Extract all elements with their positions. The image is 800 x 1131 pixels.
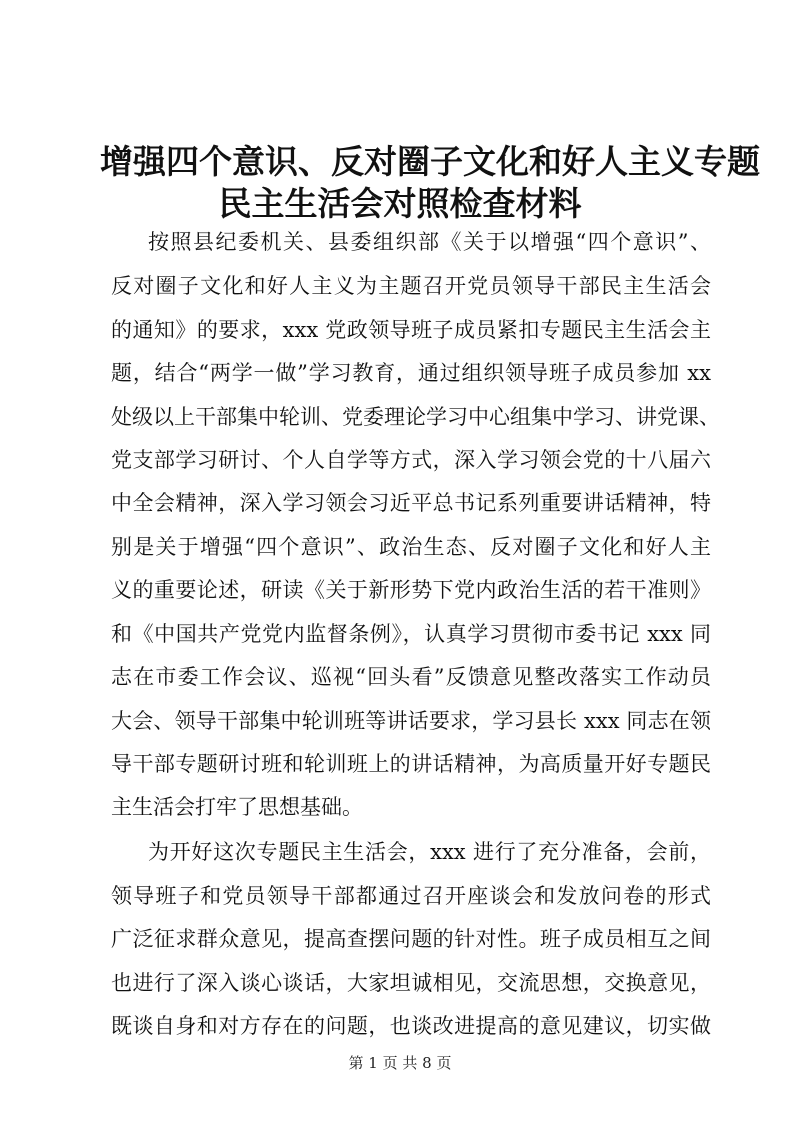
paragraph-2-line: 广泛征求群众意见，提高查摆问题的针对性。班子成员相互之间 <box>111 927 711 951</box>
paragraph-1-line: 反对圈子文化和好人主义为主题召开党员领导干部民主生活会 <box>111 274 711 298</box>
paragraph-1-line: 的通知》的要求，xxx 党政领导班子成员紧扣专题民主生活会主 <box>111 318 711 342</box>
page-number-footer: 第 1 页 共 8 页 <box>348 1054 452 1072</box>
paragraph-1-line: 中全会精神，深入学习领会习近平总书记系列重要讲话精神，特 <box>111 491 711 515</box>
paragraph-2-line: 既谈自身和对方存在的问题，也谈改进提高的意见建议，切实做 <box>111 1014 711 1038</box>
paragraph-1-line: 主生活会打牢了思想基础。 <box>111 795 363 819</box>
document-title-line-1: 增强四个意识、反对圈子文化和好人主义专题 <box>100 142 760 181</box>
paragraph-1-line: 义的重要论述，研读《关于新形势下党内政治生活的若干准则》 <box>111 578 711 602</box>
paragraph-1-line: 处级以上干部集中轮训、党委理论学习中心组集中学习、讲党课、 <box>111 405 720 429</box>
paragraph-1-line: 题，结合“两学一做”学习教育，通过组织领导班子成员参加 xx <box>111 361 711 385</box>
paragraph-2-line: 也进行了深入谈心谈话，大家坦诚相见，交流思想，交换意见， <box>111 971 711 995</box>
paragraph-1-line: 大会、领导干部集中轮训班等讲话要求，学习县长 xxx 同志在领 <box>111 709 711 733</box>
paragraph-1-line: 导干部专题研讨班和轮训班上的讲话精神，为高质量开好专题民 <box>111 752 711 776</box>
document-title-line-2: 民主生活会对照检查材料 <box>218 184 582 223</box>
paragraph-1-line: 和《中国共产党党内监督条例》，认真学习贯彻市委书记 xxx 同 <box>111 622 711 646</box>
paragraph-2-line: 领导班子和党员领导干部都通过召开座谈会和发放问卷的形式 <box>111 884 711 908</box>
paragraph-2-line: 为开好这次专题民主生活会，xxx 进行了充分准备，会前， <box>148 840 711 864</box>
paragraph-1-line: 别是关于增强“四个意识”、政治生态、反对圈子文化和好人主 <box>111 535 711 559</box>
paragraph-1-line: 党支部学习研讨、个人自学等方式，深入学习领会党的十八届六 <box>111 448 711 472</box>
paragraph-1-line: 按照县纪委机关、县委组织部《关于以增强“四个意识”、 <box>148 230 711 254</box>
paragraph-1-line: 志在市委工作会议、巡视“回头看”反馈意见整改落实工作动员 <box>111 665 711 689</box>
